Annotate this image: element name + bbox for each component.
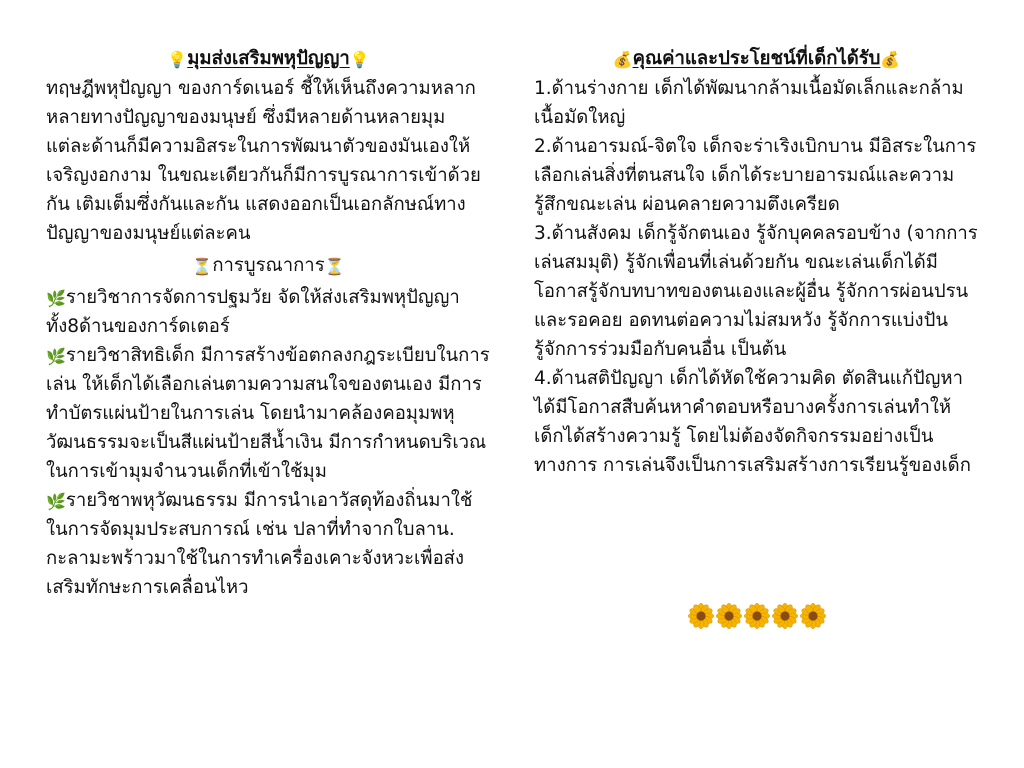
light-bulb-icon: 💡 [349, 50, 370, 69]
herb-icon: 🌿 [46, 289, 66, 308]
right-column [534, 44, 979, 480]
herb-icon: 🌿 [46, 347, 66, 366]
hourglass-icon: ⏳ [192, 257, 213, 276]
benefit-item: 2.ด้านอารมณ์-จิตใจ เด็กจะร่าเริงเบิกบาน มีอิสระในการเลือกเล่นสิ่งที่ตนสนใจ เด็กได้ระบายอารมณ์และความรู้สึกขณะเล่น ผ่อนคลายความตึงเครียด [534, 136, 977, 215]
sunflower-icon [688, 603, 714, 629]
integration-subtitle [46, 250, 491, 281]
sunflower-row [688, 603, 826, 629]
left-title-underline [167, 48, 369, 69]
right-title-underline [613, 48, 901, 69]
list-item [46, 283, 491, 341]
left-title [46, 44, 491, 74]
benefit-item: 4.ด้านสติปัญญา เด็กได้หัดใช้ความคิด ตัดสินแก้ปัญหา ได้มีโอกาสสืบค้นหาคำตอบหรือบางครั้งการเล่นทำให้เด็กได้สร้างความรู้ โดยไม่ต้องจัดกิจกรรมอย่างเป็นทางการ การเล่นจึงเป็นการเสริมสร้างการเรียนรู้ของเด็ก [534, 368, 971, 476]
sunflower-icon [800, 603, 826, 629]
list-item-text: รายวิชาการจัดการปฐมวัย จัดให้ส่งเสริมพหุปัญญาทั้ง8ด้านของการ์ดเตอร์ [46, 287, 460, 337]
integration-subtitle-text: การบูรณาการ [212, 255, 325, 276]
list-item-text: รายวิชาสิทธิเด็ก มีการสร้างข้อตกลงกฎระเบียบในการเล่น ให้เด็กได้เลือกเล่นตามความสนใจของตนเอง มีการทำบัตรแผ่นป้ายในการเล่น โดยนำมาคล้องคอมุมพหุวัฒนธรรมจะเป็นสีแผ่นป้ายสีน้ำเงิน มีการกำหนดบริเวณในการเข้ามุมจำนวนเด็กที่เข้าใช้มุม [46, 345, 490, 482]
money-bag-icon: 💰 [612, 50, 633, 69]
list-item-text: รายวิชาพหุวัฒนธรรม มีการนำเอาวัสดุท้องถิ่นมาใช้ในการจัดมุมประสบการณ์ เช่น ปลาที่ทำจากใบลาน. กะลามะพร้าวมาใช้ในการทำเครื่องเคาะจังหวะเพื่อส่งเสริมทักษะการเคลื่อนไหว [46, 490, 473, 598]
light-bulb-icon: 💡 [167, 50, 188, 69]
benefit-item: 3.ด้านสังคม เด็กรู้จักตนเอง รู้จักบุคคลรอบข้าง (จากการเล่นสมมุติ) รู้จักเพื่อนที่เล่นด้วยกัน ขณะเล่นเด็กได้มีโอกาสรู้จักบทบาทของตนเองและผู้อื่น รู้จักการผ่อนปรนและรอคอย อดทนต่อความไม่สมหวัง รู้จักการแบ่งปัน รู้จักการร่วมมือกับคนอื่น เป็นต้น [534, 223, 978, 360]
money-bag-icon: 💰 [880, 50, 901, 69]
intro-paragraph: ทฤษฎีพหุปัญญา ของการ์ดเนอร์ ชี้ให้เห็นถึงความหลากหลายทางปัญญาของมนุษย์ ซึ่งมีหลายด้านหลายมุม แต่ละด้านก็มีความอิสระในการพัฒนาตัวของมันเองให้เจริญงอกงาม ในขณะเดียวกันก็มีการบูรณาการเข้าด้วยกัน เติมเต็มซึ่งกันและกัน แสดงออกเป็นเอกลักษณ์ทางปัญญาของมนุษย์แต่ละคน [46, 78, 481, 244]
sunflower-icon [772, 603, 798, 629]
herb-icon: 🌿 [46, 492, 66, 511]
hourglass-icon: ⏳ [324, 257, 345, 276]
sunflower-icon [716, 603, 742, 629]
list-item [46, 486, 491, 602]
benefit-item: 1.ด้านร่างกาย เด็กได้พัฒนากล้ามเนื้อมัดเล็กและกล้ามเนื้อมัดใหญ่ [534, 78, 964, 128]
left-title-text: มุมส่งเสริมพหุปัญญา [187, 48, 350, 69]
right-title-text: คุณค่าและประโยชน์ที่เด็กได้รับ [632, 48, 881, 69]
left-column [46, 44, 491, 602]
sunflower-icon [744, 603, 770, 629]
right-title [534, 44, 979, 74]
list-item [46, 341, 491, 486]
